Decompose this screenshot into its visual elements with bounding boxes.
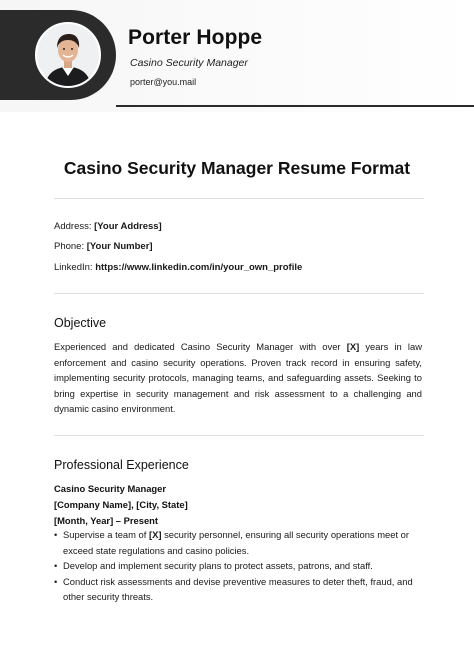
contact-phone [54, 241, 153, 252]
experience-bullets [54, 527, 424, 605]
divider-top [54, 198, 424, 199]
objective-text-end: years in law enforcement and casino security operations. Proven track record in ensuring safety, implementing security protocols, managing teams, and safeguarding assets. Seeking to bring expertise in security management and risk assessment to a challenging and dynamic casino environment. [54, 341, 422, 414]
bullet-placeholder: [X] [148, 529, 162, 540]
job-company: [Company Name], [City, State] [54, 499, 188, 510]
list-item: • Develop and implement security plans to protect assets, patrons, and staff. [54, 558, 424, 574]
header-rule [116, 105, 474, 107]
candidate-email: porter@you.mail [130, 77, 197, 87]
experience-heading: Professional Experience [54, 458, 189, 472]
profile-photo-icon [37, 24, 99, 86]
objective-placeholder: [X] [346, 341, 360, 352]
phone-value: [Your Number] [86, 241, 153, 252]
objective-heading: Objective [54, 316, 107, 330]
candidate-name: Porter Hoppe [128, 26, 263, 49]
linkedin-value[interactable]: https://www.linkedin.com/in/your_own_profile [95, 262, 303, 273]
divider-contact [54, 293, 424, 294]
contact-address [54, 221, 162, 232]
document-title: Casino Security Manager Resume Format [63, 158, 411, 178]
address-value: [Your Address] [94, 221, 162, 232]
list-item: • Conduct risk assessments and devise preventive measures to deter theft, fraud, and other security threats. [54, 574, 424, 605]
candidate-role: Casino Security Manager [130, 57, 248, 69]
address-label: Address: [54, 221, 92, 232]
bullet-text-start: Supervise a team of [63, 529, 149, 540]
bullet-text-end: security personnel, ensuring all security operations meet or exceed state regulations and casino policies. [63, 529, 410, 556]
divider-objective [54, 435, 424, 436]
objective-text-start: Experienced and dedicated Casino Security Manager with over [54, 341, 347, 352]
list-item [54, 527, 424, 558]
phone-label: Phone: [54, 241, 85, 252]
linkedin-label: LinkedIn: [54, 262, 93, 273]
objective-text [54, 339, 422, 417]
job-dates: [Month, Year] – Present [54, 515, 159, 526]
avatar [35, 22, 101, 88]
contact-linkedin [54, 262, 302, 273]
job-title: Casino Security Manager [54, 483, 167, 494]
